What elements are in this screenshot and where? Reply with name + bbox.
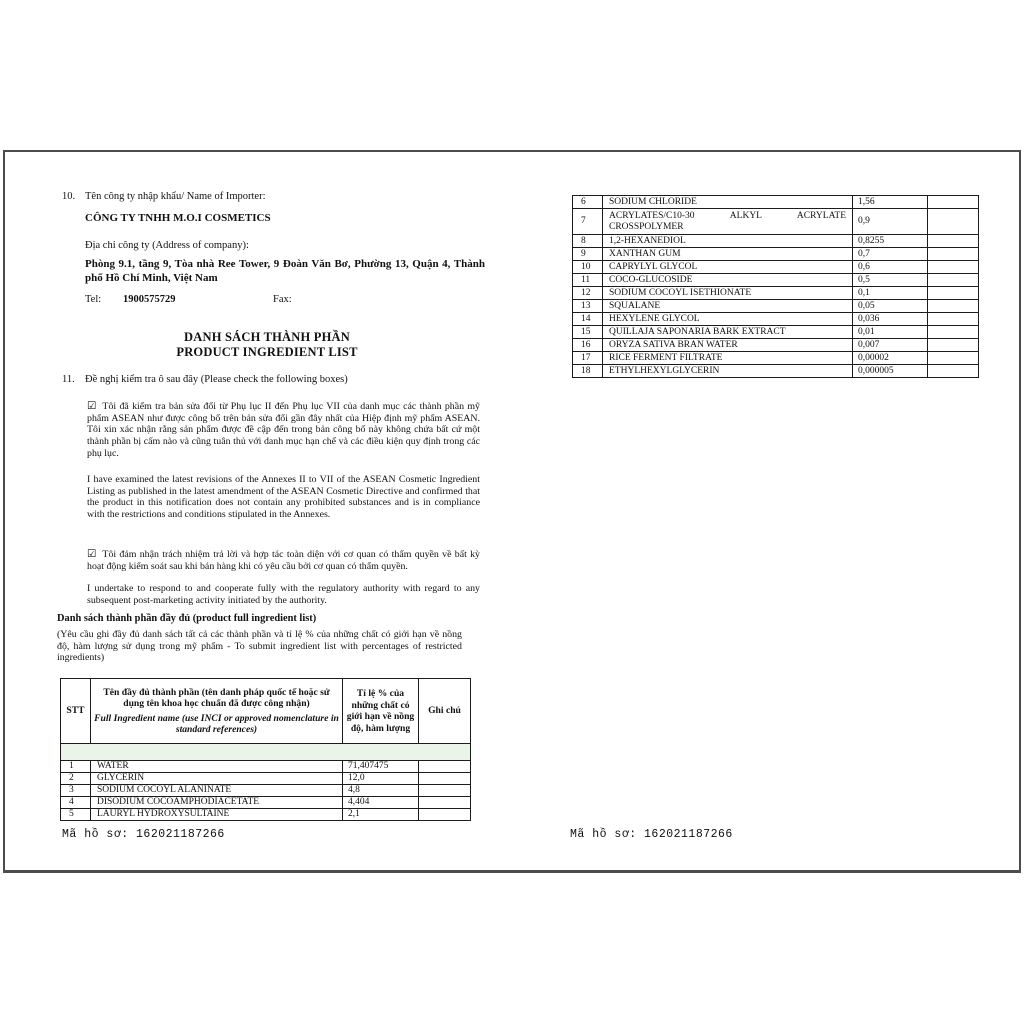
cell-pct: 4,8: [343, 785, 419, 797]
cell-note: [928, 339, 979, 352]
cell-name: XANTHAN GUM: [603, 248, 853, 261]
tel-label: Tel:: [85, 294, 102, 305]
title-line-vi: DANH SÁCH THÀNH PHẦN: [184, 330, 350, 344]
header-ingredient-name: [91, 679, 343, 744]
cell-name: GLYCERIN: [91, 773, 343, 785]
cell-pct: 2,1: [343, 809, 419, 821]
table-row: [61, 797, 471, 809]
table-row: [573, 339, 979, 352]
document-page: [3, 150, 1021, 873]
cell-name: ETHYLHEXYLGLYCERIN: [603, 365, 853, 378]
cell-note: [928, 287, 979, 300]
cell-stt: 5: [61, 809, 91, 821]
title-line-en: PRODUCT INGREDIENT LIST: [176, 345, 358, 359]
cell-stt: 8: [573, 235, 603, 248]
cell-pct: 4,404: [343, 797, 419, 809]
cell-stt: 18: [573, 365, 603, 378]
file-code-left: Mã hồ sơ: 162021187266: [62, 828, 225, 841]
section-11-label: Đề nghị kiểm tra ô sau đây (Please check the following boxes): [85, 374, 348, 385]
cell-pct: 71,407475: [343, 761, 419, 773]
cell-stt: 9: [573, 248, 603, 261]
cell-note: [419, 785, 471, 797]
cell-note: [928, 248, 979, 261]
table-row: [61, 761, 471, 773]
cell-name: SODIUM CHLORIDE: [603, 196, 853, 209]
cell-stt: 12: [573, 287, 603, 300]
cell-pct: 0,036: [853, 313, 928, 326]
cell-stt: 13: [573, 300, 603, 313]
cell-name: SQUALANE: [603, 300, 853, 313]
cell-pct: 0,5: [853, 274, 928, 287]
cell-pct: 0,7: [853, 248, 928, 261]
table-row: [61, 785, 471, 797]
table-row: [573, 365, 979, 378]
declaration-2: [87, 549, 480, 572]
table-row: [573, 352, 979, 365]
document-title: [57, 330, 477, 360]
cell-stt: 14: [573, 313, 603, 326]
importer-label: Tên công ty nhập khẩu/ Name of Importer:: [85, 191, 266, 202]
header-ratio: Tỉ lệ % của những chất có giới hạn về nồng độ, hàm lượng: [343, 679, 419, 744]
cell-stt: 7: [573, 209, 603, 235]
cell-stt: 16: [573, 339, 603, 352]
item-11-number: 11.: [62, 374, 75, 385]
cell-pct: 0,8255: [853, 235, 928, 248]
header-stt: STT: [61, 679, 91, 744]
importer-company-name: CÔNG TY TNHH M.O.I COSMETICS: [85, 212, 271, 224]
full-list-heading: Danh sách thành phần đầy đủ (product full ingredient list): [57, 613, 317, 624]
cell-name: WATER: [91, 761, 343, 773]
table-row: [573, 287, 979, 300]
cell-stt: 15: [573, 326, 603, 339]
cell-stt: 4: [61, 797, 91, 809]
cell-name: DISODIUM COCOAMPHODIACETATE: [91, 797, 343, 809]
table-row: [61, 809, 471, 821]
table-row: [61, 773, 471, 785]
cell-note: [928, 261, 979, 274]
cell-stt: 1: [61, 761, 91, 773]
cell-pct: 0,007: [853, 339, 928, 352]
cell-pct: 0,6: [853, 261, 928, 274]
cell-pct: 0,1: [853, 287, 928, 300]
table-row: [573, 326, 979, 339]
ingredient-table-right: [572, 195, 979, 378]
spacer-row: [61, 744, 471, 761]
file-code-right: Mã hồ sơ: 162021187266: [570, 828, 733, 841]
cell-name: QUILLAJA SAPONARIA BARK EXTRACT: [603, 326, 853, 339]
table-row: [573, 300, 979, 313]
importer-address: Phòng 9.1, tầng 9, Tòa nhà Ree Tower, 9 Đoàn Văn Bơ, Phường 13, Quận 4, Thành phố Hồ Chí Minh, Việt Nam: [85, 258, 485, 284]
checked-checkbox-icon: ☑: [87, 548, 97, 560]
cell-stt: 11: [573, 274, 603, 287]
cell-pct: 1,56: [853, 196, 928, 209]
cell-pct: 0,00002: [853, 352, 928, 365]
header-note: Ghi chú: [419, 679, 471, 744]
cell-name: CAPRYLYL GLYCOL: [603, 261, 853, 274]
cell-note: [928, 365, 979, 378]
declaration-2-english: I undertake to respond to and cooperate fully with the regulatory authority with regard to any subsequent post-marketing activity initiated by the authority.: [87, 583, 480, 606]
cell-name: 1,2-HEXANEDIOL: [603, 235, 853, 248]
cell-name: LAURYL HYDROXYSULTAINE: [91, 809, 343, 821]
cell-note: [419, 809, 471, 821]
cell-note: [419, 773, 471, 785]
table-row: [573, 235, 979, 248]
header-name-vi: Tên đầy đủ thành phần (tên danh pháp quốc tế hoặc sử dụng tên khoa học chuẩn đã được công nhận): [103, 686, 330, 709]
table-header-row: [61, 679, 471, 744]
cell-note: [928, 326, 979, 339]
full-list-note: (Yêu cầu ghi đầy đủ danh sách tất cả các thành phần và tỉ lệ % của những chất có giới hạn về nồng độ, hàm lượng sử dụng trong mỹ phẩm - To submit ingredient list with percentages of restricted ingredients): [57, 629, 462, 664]
cell-note: [928, 352, 979, 365]
declaration-1-text: Tôi đã kiểm tra bản sửa đổi từ Phụ lục II đến Phụ lục VII của danh mục các thành phần mỹ phẩm ASEAN như được công bố trên bản sửa đổi gần đây nhất của Hiệp định mỹ phẩm ASEAN. Tôi xin xác nhận rằng sản phẩm được đề cập đến trong bản công bố này không chứa bất cứ một thành phần bị cấm nào và cũng tuân thủ với danh mục hạn chế và các điều kiện quy định trong các phụ lục.: [87, 401, 480, 459]
cell-note: [928, 196, 979, 209]
cell-note: [928, 274, 979, 287]
cell-pct: 0,000005: [853, 365, 928, 378]
cell-name: ORYZA SATIVA BRAN WATER: [603, 339, 853, 352]
table-row: [573, 209, 979, 235]
item-10-number: 10.: [62, 191, 76, 202]
table-row: [573, 196, 979, 209]
cell-pct: 0,01: [853, 326, 928, 339]
tel-value: 1900575729: [123, 294, 176, 305]
checked-checkbox-icon: ☑: [87, 400, 97, 412]
cell-name: COCO-GLUCOSIDE: [603, 274, 853, 287]
cell-name: SODIUM COCOYL ISETHIONATE: [603, 287, 853, 300]
fax-label: Fax:: [273, 294, 292, 305]
cell-note: [928, 300, 979, 313]
table-row: [573, 261, 979, 274]
cell-name: HEXYLENE GLYCOL: [603, 313, 853, 326]
table-row: [573, 313, 979, 326]
cell-pct: 12,0: [343, 773, 419, 785]
cell-note: [419, 761, 471, 773]
cell-name: RICE FERMENT FILTRATE: [603, 352, 853, 365]
ingredient-table-left: [60, 678, 471, 821]
cell-note: [419, 797, 471, 809]
cell-note: [928, 235, 979, 248]
cell-stt: 10: [573, 261, 603, 274]
cell-pct: 0,05: [853, 300, 928, 313]
cell-name: ACRYLATES/C10-30 ALKYL ACRYLATE CROSSPOLYMER: [603, 209, 853, 235]
cell-stt: 17: [573, 352, 603, 365]
cell-note: [928, 313, 979, 326]
declaration-2-text: Tôi đảm nhận trách nhiệm trả lời và hợp tác toàn diện với cơ quan có thẩm quyền về bất kỳ hoạt động kiểm soát sau khi bán hàng khi có yêu cầu bởi cơ quan có thẩm quyền.: [87, 549, 480, 572]
header-name-en: Full Ingredient name (use INCI or approved nomenclature in standard references): [94, 712, 339, 735]
cell-stt: 6: [573, 196, 603, 209]
declaration-1: [87, 401, 480, 460]
table-row: [573, 274, 979, 287]
cell-pct: 0,9: [853, 209, 928, 235]
cell-note: [928, 209, 979, 235]
table-row: [573, 248, 979, 261]
declaration-1-english: I have examined the latest revisions of the Annexes II to VII of the ASEAN Cosmetic Ingredient Listing as published in the latest amendment of the ASEAN Cosmetic Directive and confirmed that the product in this notification does not contain any prohibited substances and is in compliance with the restrictions and conditions stipulated in the Annexes.: [87, 474, 480, 521]
cell-name: SODIUM COCOYL ALANINATE: [91, 785, 343, 797]
cell-stt: 2: [61, 773, 91, 785]
cell-stt: 3: [61, 785, 91, 797]
spacer-cell: [61, 744, 471, 761]
address-label: Địa chỉ công ty (Address of company):: [85, 240, 249, 251]
